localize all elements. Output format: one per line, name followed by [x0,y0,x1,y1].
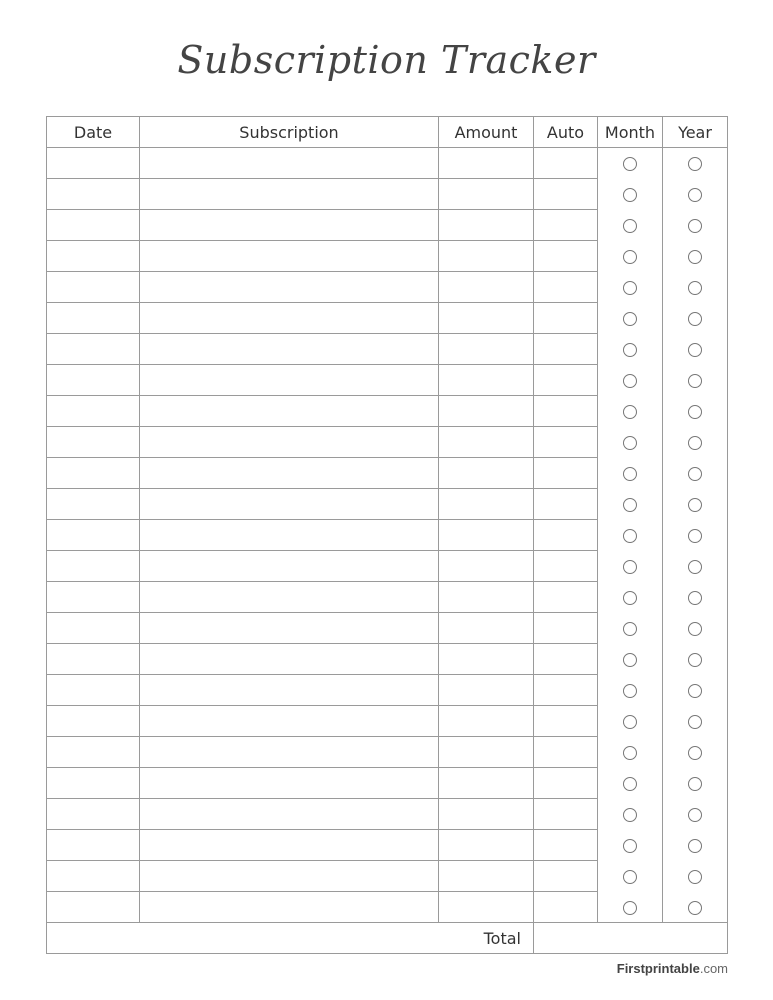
month-radio[interactable] [623,188,637,202]
table-row [47,768,728,799]
header-month: Month [598,117,663,148]
month-radio-cell [598,799,663,830]
subscription-cell[interactable] [140,272,439,303]
brand-footer [617,961,728,976]
auto-cell[interactable] [534,799,598,830]
amount-cell[interactable] [439,179,534,210]
month-radio[interactable] [623,312,637,326]
table-row [47,892,728,923]
year-radio-cell [663,489,728,520]
month-radio[interactable] [623,622,637,636]
table-body [47,148,728,923]
year-radio-cell [663,427,728,458]
auto-cell[interactable] [534,148,598,179]
amount-cell[interactable] [439,613,534,644]
table-row [47,458,728,489]
table-row [47,582,728,613]
date-cell[interactable] [47,675,140,706]
year-radio[interactable] [688,312,702,326]
month-radio-cell [598,334,663,365]
month-radio-cell [598,272,663,303]
month-radio-cell [598,396,663,427]
month-radio[interactable] [623,839,637,853]
year-radio[interactable] [688,374,702,388]
year-radio-cell [663,396,728,427]
amount-cell[interactable] [439,830,534,861]
amount-cell[interactable] [439,241,534,272]
header-subscription: Subscription [140,117,439,148]
auto-cell[interactable] [534,861,598,892]
year-radio[interactable] [688,746,702,760]
auto-cell[interactable] [534,241,598,272]
year-radio-cell [663,303,728,334]
month-radio[interactable] [623,281,637,295]
year-radio[interactable] [688,281,702,295]
month-radio[interactable] [623,343,637,357]
auto-cell[interactable] [534,737,598,768]
month-radio[interactable] [623,715,637,729]
table-row [47,675,728,706]
month-radio-cell [598,427,663,458]
year-radio-cell [663,148,728,179]
header-row [47,117,728,148]
auto-cell[interactable] [534,458,598,489]
date-cell[interactable] [47,613,140,644]
total-value-cell[interactable] [534,923,728,954]
amount-cell[interactable] [439,892,534,923]
month-radio[interactable] [623,653,637,667]
table-row [47,210,728,241]
date-cell[interactable] [47,241,140,272]
subscription-cell[interactable] [140,520,439,551]
auto-cell[interactable] [534,179,598,210]
date-cell[interactable] [47,427,140,458]
table-row [47,427,728,458]
year-radio-cell [663,892,728,923]
amount-cell[interactable] [439,706,534,737]
date-cell[interactable] [47,458,140,489]
month-radio[interactable] [623,219,637,233]
month-radio[interactable] [623,529,637,543]
date-cell[interactable] [47,768,140,799]
subscription-cell[interactable] [140,179,439,210]
auto-cell[interactable] [534,675,598,706]
year-radio[interactable] [688,684,702,698]
table-row [47,365,728,396]
month-radio-cell [598,706,663,737]
year-radio-cell [663,613,728,644]
amount-cell[interactable] [439,210,534,241]
year-radio[interactable] [688,250,702,264]
table-row [47,396,728,427]
subscription-cell[interactable] [140,365,439,396]
amount-cell[interactable] [439,551,534,582]
year-radio-cell [663,210,728,241]
brand-tld: .com [699,961,728,976]
date-cell[interactable] [47,365,140,396]
subscription-cell[interactable] [140,830,439,861]
subscription-cell[interactable] [140,861,439,892]
year-radio-cell [663,334,728,365]
total-row [47,923,728,954]
date-cell[interactable] [47,551,140,582]
auto-cell[interactable] [534,365,598,396]
month-radio-cell [598,737,663,768]
auto-cell[interactable] [534,303,598,334]
amount-cell[interactable] [439,148,534,179]
amount-cell[interactable] [439,303,534,334]
month-radio-cell [598,768,663,799]
subscription-cell[interactable] [140,489,439,520]
subscription-cell[interactable] [140,613,439,644]
month-radio-cell [598,365,663,396]
auto-cell[interactable] [534,334,598,365]
table-row [47,148,728,179]
amount-cell[interactable] [439,396,534,427]
amount-cell[interactable] [439,799,534,830]
month-radio-cell [598,675,663,706]
year-radio[interactable] [688,436,702,450]
year-radio-cell [663,675,728,706]
auto-cell[interactable] [534,272,598,303]
month-radio[interactable] [623,436,637,450]
date-cell[interactable] [47,334,140,365]
auto-cell[interactable] [534,892,598,923]
year-radio[interactable] [688,591,702,605]
year-radio[interactable] [688,901,702,915]
year-radio-cell [663,737,728,768]
month-radio[interactable] [623,808,637,822]
date-cell[interactable] [47,179,140,210]
month-radio-cell [598,613,663,644]
year-radio-cell [663,582,728,613]
date-cell[interactable] [47,582,140,613]
table-row [47,334,728,365]
table-row [47,272,728,303]
year-radio-cell [663,644,728,675]
date-cell[interactable] [47,706,140,737]
subscription-cell[interactable] [140,675,439,706]
date-cell[interactable] [47,644,140,675]
date-cell[interactable] [47,272,140,303]
table-row [47,241,728,272]
table-row [47,551,728,582]
date-cell[interactable] [47,892,140,923]
month-radio[interactable] [623,157,637,171]
auto-cell[interactable] [534,489,598,520]
header-amount: Amount [439,117,534,148]
subscription-cell[interactable] [140,396,439,427]
date-cell[interactable] [47,830,140,861]
month-radio[interactable] [623,560,637,574]
amount-cell[interactable] [439,272,534,303]
month-radio-cell [598,179,663,210]
date-cell[interactable] [47,799,140,830]
amount-cell[interactable] [439,427,534,458]
amount-cell[interactable] [439,582,534,613]
month-radio-cell [598,551,663,582]
table-row [47,737,728,768]
month-radio-cell [598,582,663,613]
amount-cell[interactable] [439,768,534,799]
month-radio[interactable] [623,901,637,915]
month-radio-cell [598,520,663,551]
date-cell[interactable] [47,737,140,768]
auto-cell[interactable] [534,768,598,799]
amount-cell[interactable] [439,644,534,675]
date-cell[interactable] [47,148,140,179]
subscription-cell[interactable] [140,706,439,737]
year-radio[interactable] [688,808,702,822]
amount-cell[interactable] [439,334,534,365]
year-radio-cell [663,861,728,892]
year-radio[interactable] [688,343,702,357]
auto-cell[interactable] [534,706,598,737]
year-radio-cell [663,241,728,272]
header-date: Date [47,117,140,148]
date-cell[interactable] [47,303,140,334]
auto-cell[interactable] [534,644,598,675]
subscription-table [46,116,728,954]
year-radio-cell [663,799,728,830]
table-row [47,644,728,675]
table-row [47,303,728,334]
month-radio[interactable] [623,250,637,264]
year-radio[interactable] [688,188,702,202]
year-radio-cell [663,520,728,551]
subscription-cell[interactable] [140,582,439,613]
table-row [47,489,728,520]
year-radio[interactable] [688,839,702,853]
auto-cell[interactable] [534,520,598,551]
subscription-cell[interactable] [140,799,439,830]
table-row [47,830,728,861]
subscription-cell[interactable] [140,148,439,179]
year-radio[interactable] [688,219,702,233]
year-radio[interactable] [688,653,702,667]
month-radio[interactable] [623,374,637,388]
month-radio[interactable] [623,591,637,605]
auto-cell[interactable] [534,830,598,861]
year-radio[interactable] [688,529,702,543]
amount-cell[interactable] [439,489,534,520]
table-row [47,179,728,210]
month-radio-cell [598,644,663,675]
month-radio-cell [598,489,663,520]
year-radio[interactable] [688,622,702,636]
month-radio[interactable] [623,467,637,481]
month-radio-cell [598,892,663,923]
subscription-cell[interactable] [140,334,439,365]
amount-cell[interactable] [439,737,534,768]
year-radio-cell [663,458,728,489]
month-radio-cell [598,830,663,861]
month-radio[interactable] [623,746,637,760]
year-radio[interactable] [688,498,702,512]
date-cell[interactable] [47,489,140,520]
table-row [47,799,728,830]
year-radio-cell [663,365,728,396]
header-year: Year [663,117,728,148]
month-radio[interactable] [623,405,637,419]
auto-cell[interactable] [534,613,598,644]
brand-name: Firstprintable [616,961,700,976]
year-radio-cell [663,768,728,799]
subscription-cell[interactable] [140,768,439,799]
date-cell[interactable] [47,861,140,892]
auto-cell[interactable] [534,210,598,241]
subscription-cell[interactable] [140,551,439,582]
date-cell[interactable] [47,210,140,241]
month-radio-cell [598,458,663,489]
table-row [47,706,728,737]
amount-cell[interactable] [439,675,534,706]
auto-cell[interactable] [534,396,598,427]
year-radio-cell [663,179,728,210]
amount-cell[interactable] [439,861,534,892]
date-cell[interactable] [47,396,140,427]
total-label: Total [47,923,534,954]
year-radio[interactable] [688,870,702,884]
month-radio-cell [598,861,663,892]
month-radio[interactable] [623,684,637,698]
amount-cell[interactable] [439,365,534,396]
month-radio-cell [598,210,663,241]
year-radio-cell [663,706,728,737]
table-row [47,861,728,892]
auto-cell[interactable] [534,551,598,582]
year-radio[interactable] [688,467,702,481]
year-radio[interactable] [688,777,702,791]
year-radio-cell [663,272,728,303]
subscription-cell[interactable] [140,303,439,334]
subscription-cell[interactable] [140,210,439,241]
auto-cell[interactable] [534,582,598,613]
year-radio-cell [663,551,728,582]
subscription-cell[interactable] [140,644,439,675]
month-radio[interactable] [623,870,637,884]
subscription-cell[interactable] [140,458,439,489]
year-radio[interactable] [688,157,702,171]
subscription-cell[interactable] [140,427,439,458]
month-radio[interactable] [623,777,637,791]
year-radio-cell [663,830,728,861]
month-radio[interactable] [623,498,637,512]
subscription-cell[interactable] [140,892,439,923]
table-row [47,613,728,644]
month-radio-cell [598,303,663,334]
year-radio[interactable] [688,405,702,419]
month-radio-cell [598,241,663,272]
header-auto: Auto [534,117,598,148]
table-row [47,520,728,551]
year-radio[interactable] [688,560,702,574]
amount-cell[interactable] [439,458,534,489]
amount-cell[interactable] [439,520,534,551]
subscription-cell[interactable] [140,241,439,272]
auto-cell[interactable] [534,427,598,458]
date-cell[interactable] [47,520,140,551]
year-radio[interactable] [688,715,702,729]
month-radio-cell [598,148,663,179]
page-title: Subscription Tracker [177,38,596,82]
subscription-cell[interactable] [140,737,439,768]
